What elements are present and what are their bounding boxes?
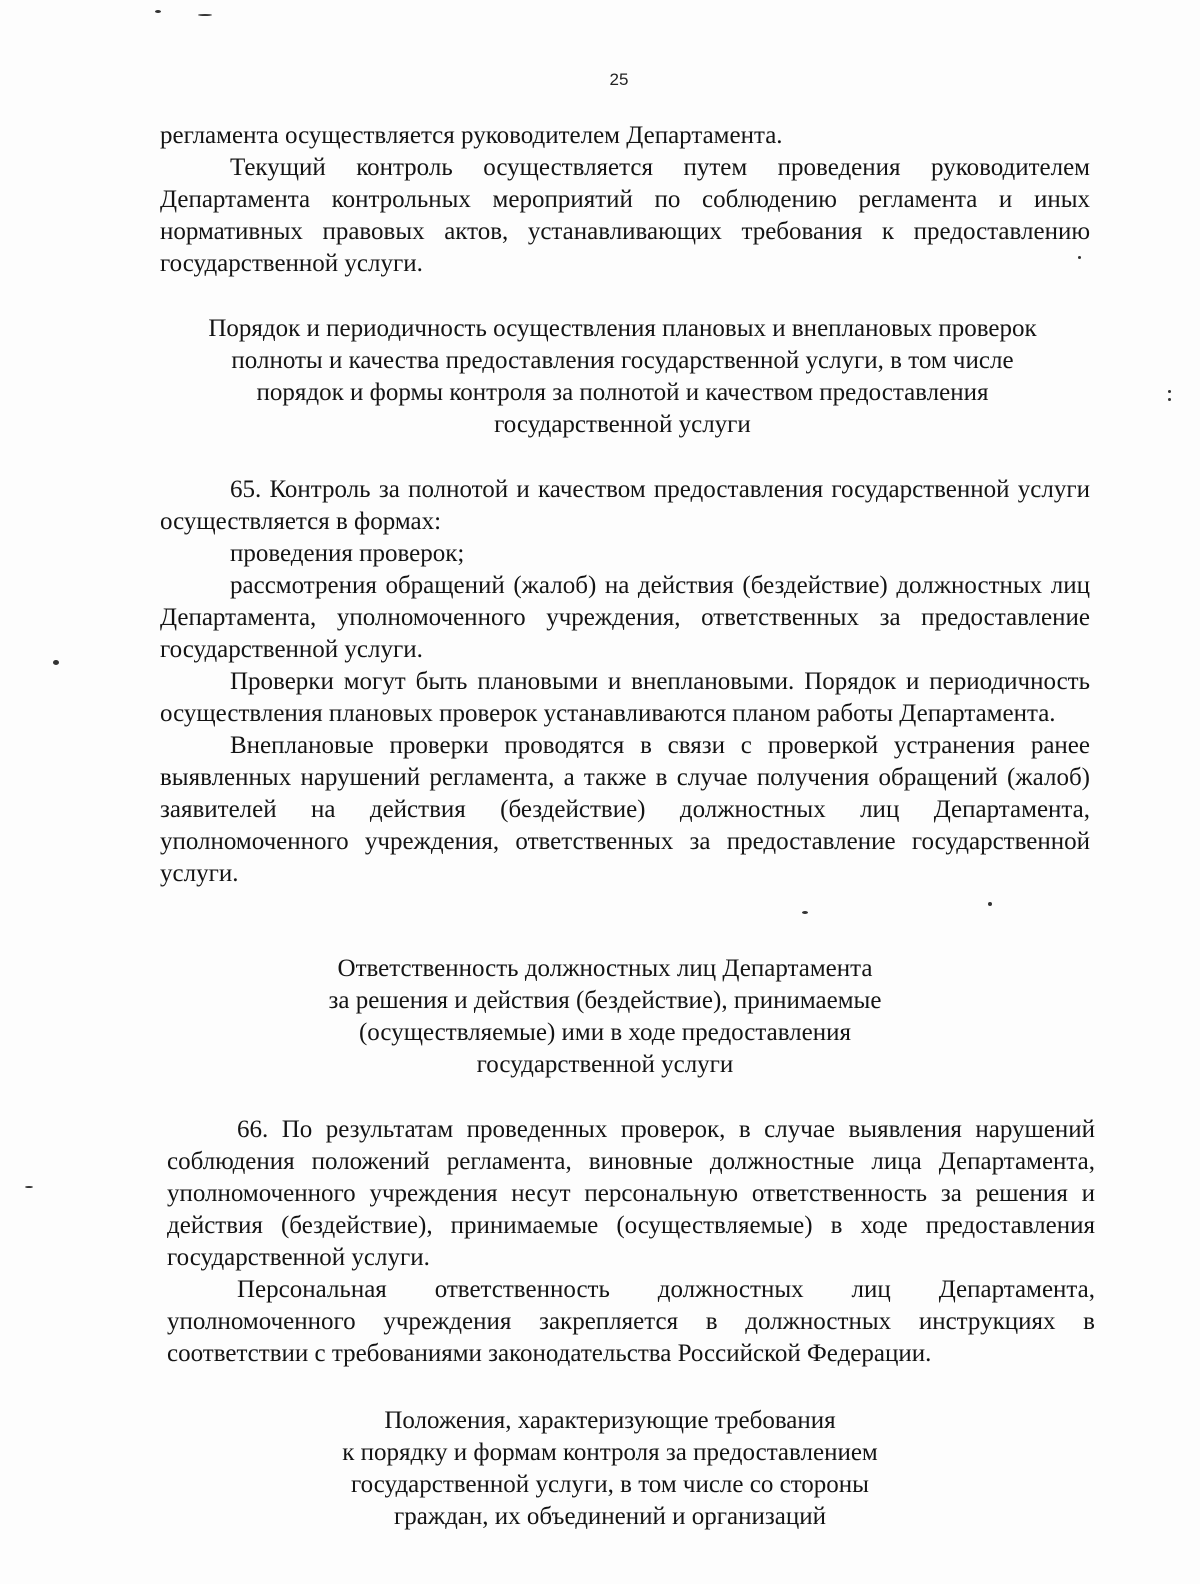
heading-line: Ответственность должностных лиц Департамента — [337, 955, 873, 982]
paragraph: проведения проверок; — [230, 540, 465, 567]
section-heading-2 — [300, 953, 910, 1081]
heading-line: государственной услуги, в том числе со стороны — [351, 1471, 869, 1498]
page-number: 25 — [609, 70, 629, 89]
scan-speck — [1078, 256, 1081, 259]
heading-line: за решения и действия (бездействие), принимаемые — [328, 987, 882, 1014]
heading-line: Положения, характеризующие требования — [384, 1407, 836, 1434]
paragraph: Персональная ответственность должностных лиц Департамента, уполномоченного учреждения закрепляется в должностных инструкциях в соответствии с требованиями законодательства Российской Федерации. — [167, 1276, 1095, 1367]
heading-line: государственной услуги — [494, 411, 751, 438]
paragraph: Внеплановые проверки проводятся в связи с проверкой устранения ранее выявленных нарушений регламента, а также в случае получения обращений (жалоб) заявителей на действия (бездействие) должностных лиц Департамента, уполномоченного учреждения, ответственных за предоставление государственной услуги. — [160, 732, 1090, 887]
heading-line: государственной услуги — [476, 1051, 734, 1078]
section-heading-3 — [330, 1405, 890, 1533]
paragraph: регламента осуществляется руководителем Департамента. — [160, 122, 783, 149]
paragraph-block-2 — [160, 474, 1090, 890]
heading-line: порядок и формы контроля за полнотой и качеством предоставления — [256, 379, 989, 406]
scan-speck — [802, 911, 808, 914]
paragraph: 65. Контроль за полнотой и качеством предоставления государственной услуги осуществляется в формах: — [160, 476, 1090, 535]
scan-speck — [1168, 390, 1171, 393]
heading-line: (осуществляемые) ими в ходе предоставления — [358, 1019, 852, 1046]
paragraph: рассмотрения обращений (жалоб) на действия (бездействие) должностных лиц Департамента, уполномоченного учреждения, ответственных за предоставление государственной услуги. — [160, 572, 1090, 663]
paragraph: Проверки могут быть плановыми и внеплановыми. Порядок и периодичность осуществления плановых проверок устанавливаются планом работы Департамента. — [160, 668, 1090, 727]
scan-speck — [25, 1186, 33, 1188]
paragraph: 66. По результатам проведенных проверок, в случае выявления нарушений соблюдения положений регламента, виновные должностные лица Департамента, уполномоченного учреждения несут персональную ответственность за решения и действия (бездействие), принимаемые (осуществляемые) в ходе предоставления государственной услуги. — [167, 1116, 1095, 1271]
paragraph: Текущий контроль осуществляется путем проведения руководителем Департамента контрольных мероприятий по соблюдению регламента и иных нормативных правовых актов, устанавливающих требования к предоставлению государственной услуги. — [160, 154, 1090, 277]
heading-line: полноты и качества предоставления государственной услуги, в том числе — [231, 347, 1014, 374]
scan-speck — [155, 10, 161, 13]
heading-line: к порядку и формам контроля за предоставлением — [342, 1439, 878, 1466]
section-heading-1 — [150, 313, 1095, 441]
heading-line: граждан, их объединений и организаций — [393, 1503, 827, 1530]
paragraph-block-1 — [160, 120, 1090, 280]
scan-speck — [988, 902, 992, 906]
scan-speck — [198, 14, 212, 16]
heading-line: Порядок и периодичность осуществления плановых и внеплановых проверок — [208, 315, 1037, 342]
scan-speck — [53, 660, 59, 665]
scan-speck — [1168, 398, 1171, 401]
paragraph-block-3 — [167, 1114, 1095, 1370]
